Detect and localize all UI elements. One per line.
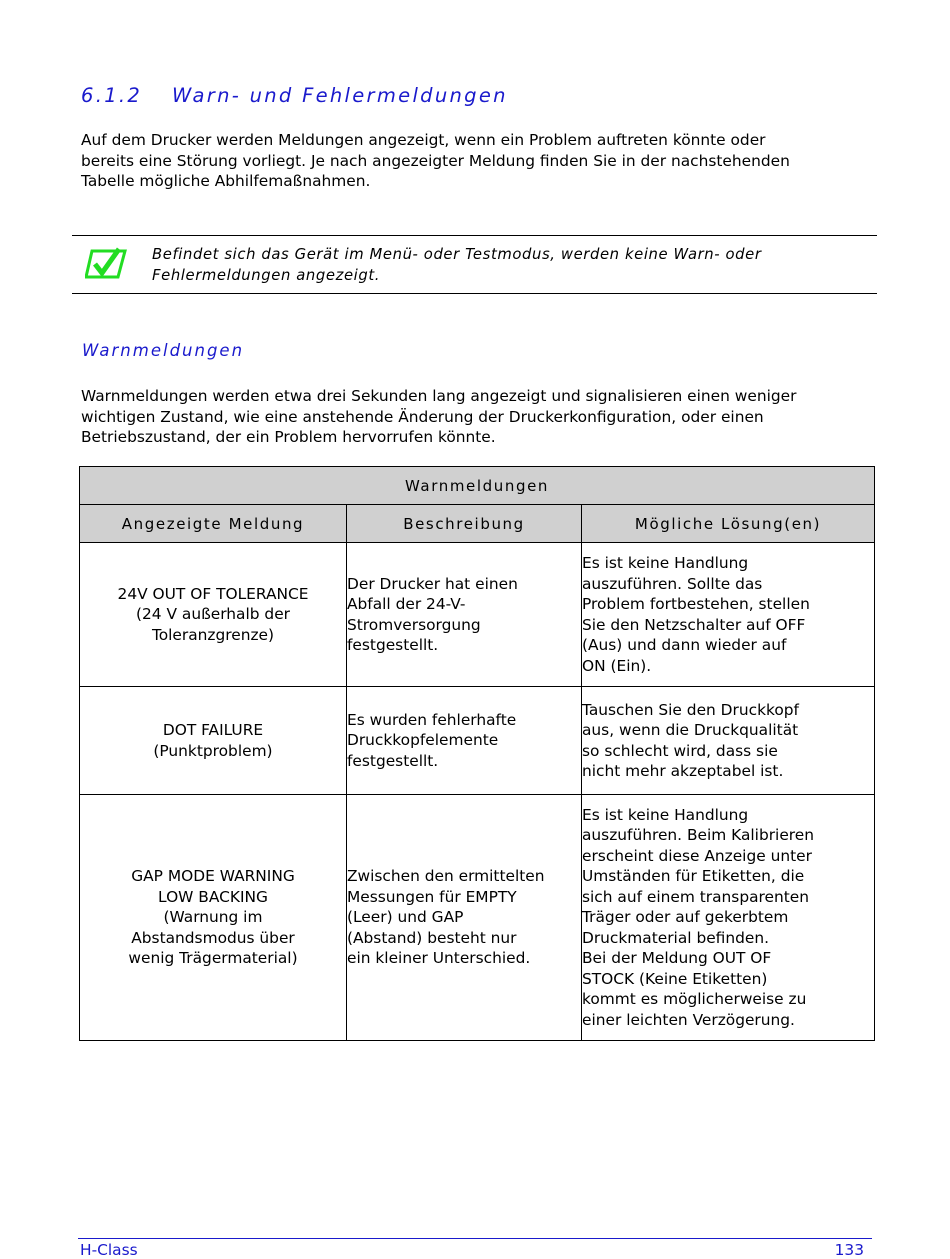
footer-divider xyxy=(78,1238,872,1239)
solution-cell: Es ist keine Handlung auszuführen. Beim Kalibrieren erscheint diese Anzeige unter Umständen für Etiketten, die sich auf einem transparenten Träger oder auf gekerbtem Druckmaterial befinden. Bei der Meldung OUT OF STOCK (Keine Etiketten) kommt es möglicherweise zu einer leichten Verzögerung. xyxy=(582,795,875,1041)
table-title: Warnmeldungen xyxy=(80,467,875,505)
description-cell: Der Drucker hat einen Abfall der 24-V- Stromversorgung festgestellt. xyxy=(347,543,582,687)
table-title-row xyxy=(80,467,875,505)
warnings-heading: Warnmeldungen xyxy=(82,341,245,360)
column-header-description: Beschreibung xyxy=(347,505,582,543)
message-cell: 24V OUT OF TOLERANCE (24 V außerhalb der Toleranzgrenze) xyxy=(80,543,347,687)
checkmark-icon xyxy=(85,247,127,281)
solution-cell: Es ist keine Handlung auszuführen. Sollte das Problem fortbestehen, stellen Sie den Netzschalter auf OFF (Aus) und dann wieder auf ON (Ein). xyxy=(582,543,875,687)
table-row xyxy=(80,543,875,687)
description-cell: Zwischen den ermittelten Messungen für EMPTY (Leer) und GAP (Abstand) besteht nur ein kleiner Unterschied. xyxy=(347,795,582,1041)
message-cell: DOT FAILURE (Punktproblem) xyxy=(80,687,347,795)
warnings-intro-paragraph: Warnmeldungen werden etwa drei Sekunden lang angezeigt und signalisieren einen weniger wichtigen Zustand, wie eine anstehende Änderung der Druckerkonfiguration, oder einen Betriebszustand, der ein Problem hervorrufen könnte. xyxy=(81,387,797,446)
column-header-message: Angezeigte Meldung xyxy=(80,505,347,543)
section-heading xyxy=(81,84,508,107)
intro-paragraph: Auf dem Drucker werden Meldungen angezeigt, wenn ein Problem auftreten könnte oder bereits eine Störung vorliegt. Je nach angezeigter Meldung finden Sie in der nachstehenden Tabelle mögliche Abhilfemaßnahmen. xyxy=(81,131,790,190)
message-cell: GAP MODE WARNING LOW BACKING (Warnung im Abstandsmodus über wenig Trägermaterial) xyxy=(80,795,347,1041)
table-row xyxy=(80,795,875,1041)
warnings-table xyxy=(79,466,875,1041)
footer-product-name: H-Class xyxy=(80,1241,138,1259)
section-number: 6.1.2 xyxy=(81,84,143,107)
description-cell: Es wurden fehlerhafte Druckkopfelemente festgestellt. xyxy=(347,687,582,795)
section-title: Warn- und Fehlermeldungen xyxy=(172,84,508,107)
note-text: Befindet sich das Gerät im Menü- oder Testmodus, werden keine Warn- oder Fehlermeldungen angezeigt. xyxy=(152,246,762,284)
table-row xyxy=(80,687,875,795)
table-header-row xyxy=(80,505,875,543)
solution-cell: Tauschen Sie den Druckkopf aus, wenn die Druckqualität so schlecht wird, dass sie nicht mehr akzeptabel ist. xyxy=(582,687,875,795)
note-box xyxy=(72,235,877,294)
column-header-solution: Mögliche Lösung(en) xyxy=(582,505,875,543)
footer-page-number: 133 xyxy=(834,1241,864,1259)
